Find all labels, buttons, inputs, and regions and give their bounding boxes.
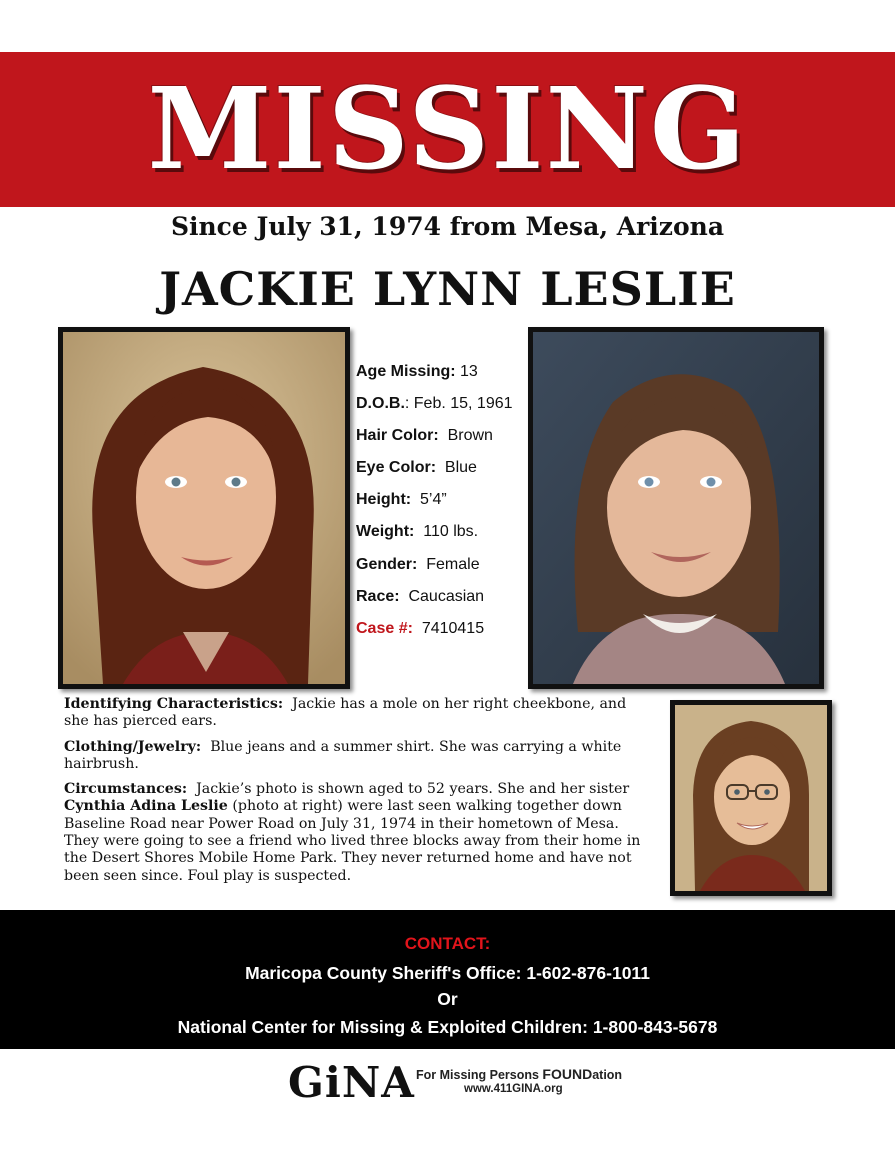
stat-value: 5’4”	[420, 491, 447, 509]
gina-logo-word: GiNA	[288, 1058, 415, 1107]
stat-label: Hair Color:	[356, 427, 439, 445]
tagline-found: FOUND	[542, 1066, 593, 1082]
stat-value: Blue	[444, 459, 477, 477]
clothing-label: Clothing/Jewelry:	[64, 738, 202, 755]
identifying-characteristics	[64, 696, 654, 731]
stat-eye-color	[356, 458, 531, 490]
contact-title: CONTACT:	[404, 934, 491, 953]
stat-label: D.O.B.	[356, 395, 405, 413]
identifying-label: Identifying Characteristics:	[64, 696, 284, 712]
stat-hair-color	[356, 426, 531, 458]
contact-section	[0, 910, 895, 1049]
stat-label: Height:	[356, 491, 412, 509]
stat-value: 13	[460, 363, 478, 380]
stat-value: Caucasian	[408, 587, 485, 605]
stat-value: Brown	[447, 427, 493, 445]
stat-label: Race:	[356, 587, 400, 605]
stat-height	[356, 490, 531, 522]
stat-label: Weight:	[356, 523, 415, 541]
stat-weight	[356, 522, 531, 554]
stat-value: 110 lbs.	[423, 523, 479, 541]
stat-value: Female	[426, 555, 480, 573]
jackie-childhood-photo	[58, 327, 350, 689]
stat-value: 7410415	[421, 619, 485, 637]
missing-since-subtitle: Since July 31, 1974 from Mesa, Arizona	[170, 212, 725, 241]
physical-description-list	[356, 362, 531, 651]
contact-or: Or	[437, 989, 458, 1009]
stat-dob	[356, 394, 531, 426]
tagline-post: ation	[592, 1068, 623, 1082]
circumstances	[64, 781, 654, 885]
circumstances-label: Circumstances:	[64, 781, 188, 798]
clothing-jewelry	[64, 739, 654, 774]
gina-url: www.411GINA.org	[464, 1083, 563, 1095]
stat-case-number	[356, 619, 531, 651]
stat-label: Gender:	[356, 555, 418, 573]
identifying-text: Jackie has a mole on her right cheekbone, and she has pierced ears.	[64, 696, 627, 730]
person-name: JACKIE LYNN LESLIE	[159, 262, 736, 316]
contact-ncmec: National Center for Missing & Exploited Children: 1-800-843-5678	[177, 1017, 718, 1037]
stat-value: : Feb. 15, 1961	[404, 395, 513, 413]
contact-sheriff: Maricopa County Sheriff's Office: 1-602-876-1011	[245, 963, 650, 983]
stat-race	[356, 587, 531, 619]
circumstances-text-1: Jackie’s photo is shown aged to 52 years. She and her sister	[196, 781, 630, 798]
gina-tagline	[416, 1066, 622, 1082]
stat-age-missing	[356, 362, 531, 394]
jackie-age-progression-photo	[528, 327, 824, 689]
tagline-pre: For Missing Persons	[416, 1068, 543, 1082]
stat-label: Age Missing:	[356, 363, 456, 380]
missing-title: MISSING	[147, 64, 748, 195]
gina-logo	[288, 1058, 628, 1108]
stat-gender	[356, 555, 531, 587]
circumstances-text-2: (photo at right) were last seen walking together down Baseline Road near Power Road on July 31, 1974 in their hometown of Mesa. They were going to see a friend who lived three blocks away from their home in the Desert Shores Mobile Home Park. They never returned home and have not been seen since. Foul play is suspected.	[64, 798, 641, 884]
sister-cynthia-photo	[670, 700, 832, 896]
case-description	[64, 696, 654, 893]
stat-label: Case #:	[356, 619, 413, 637]
stat-label: Eye Color:	[356, 459, 437, 477]
missing-banner	[0, 52, 895, 207]
clothing-text: Blue jeans and a summer shirt. She was carrying a white hairbrush.	[64, 738, 622, 772]
sister-name: Cynthia Adina Leslie	[64, 798, 228, 815]
